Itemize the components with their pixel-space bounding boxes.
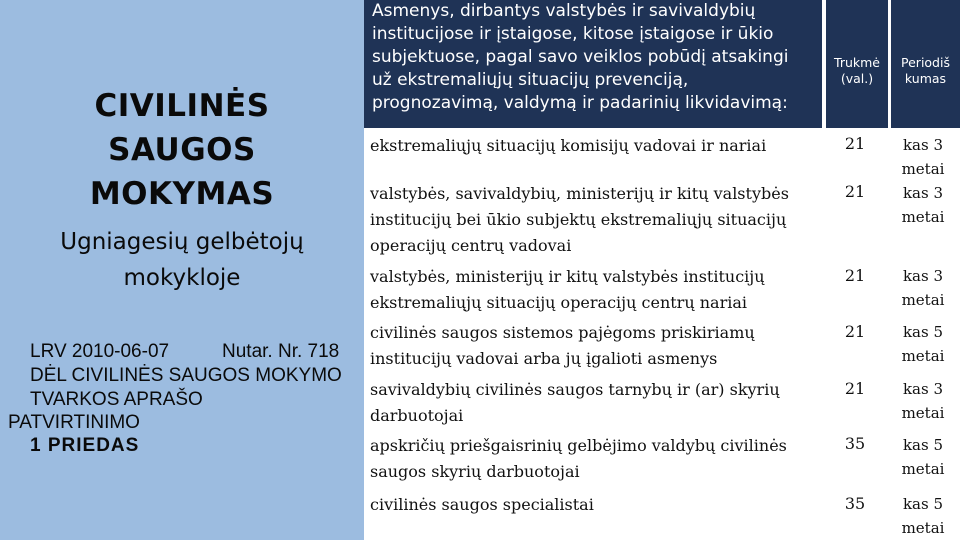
period-line: metai — [901, 291, 945, 309]
header-line: Trukmė — [834, 55, 880, 70]
legal-resolution-number: Nutar. Nr. 718 — [222, 341, 340, 362]
period-line: metai — [901, 460, 945, 478]
subtitle — [0, 224, 364, 296]
period-line: metai — [901, 404, 945, 422]
legal-annex-label: 1 PRIEDAS — [30, 435, 140, 456]
legal-subject-line: PATVIRTINIMO — [8, 412, 140, 433]
table-row-periodicity — [893, 377, 953, 425]
table-header-persons — [364, 0, 822, 128]
header-line: Periodiš — [901, 55, 950, 70]
period-line: metai — [901, 160, 945, 178]
row-line: apskričių priešgaisrinių gelbėjimo valdybų civilinės — [370, 436, 787, 455]
table-header-duration — [826, 0, 888, 128]
table-row-description — [370, 377, 815, 429]
period-line: kas 3 — [902, 267, 944, 285]
header-line: Asmenys, dirbantys valstybės ir savivaldybių — [372, 1, 756, 21]
table-row-periodicity — [893, 264, 953, 312]
row-line: darbuotojai — [370, 406, 464, 425]
table-row-periodicity — [893, 320, 953, 368]
period-line: metai — [901, 519, 945, 537]
subtitle-line: mokykloje — [123, 265, 241, 291]
table-row-description — [370, 264, 815, 316]
legal-subject-line: TVARKOS APRAŠO — [30, 389, 203, 410]
table-row-periodicity — [893, 433, 953, 481]
table-row-periodicity — [893, 181, 953, 229]
row-line: ekstremaliųjų situacijų komisijų vadovai ir nariai — [370, 136, 767, 155]
table-row-periodicity — [893, 492, 953, 540]
table-row-duration: 21 — [844, 182, 866, 201]
row-line: civilinės saugos sistemos pajėgoms priskiriamų — [370, 323, 755, 342]
table-row-description — [370, 181, 815, 259]
period-line: kas 3 — [902, 136, 944, 154]
period-line: metai — [901, 208, 945, 226]
row-line: valstybės, ministerijų ir kitų valstybės institucijų — [370, 267, 765, 286]
header-line: kumas — [904, 71, 947, 86]
period-line: kas 5 — [902, 436, 944, 454]
header-line: už ekstremaliųjų situacijų prevenciją, — [372, 70, 689, 90]
legal-date: LRV 2010-06-07 — [30, 341, 170, 362]
main-title — [0, 84, 364, 216]
table-row-duration: 21 — [844, 322, 866, 341]
table-row-duration: 21 — [844, 134, 866, 153]
header-line: subjektuose, pagal savo veiklos pobūdį atsakingi — [372, 47, 789, 67]
table-header-periodicity — [891, 0, 960, 128]
table-row-description — [370, 433, 815, 485]
main-title-line: MOKYMAS — [89, 176, 275, 212]
period-line: kas 5 — [902, 495, 944, 513]
header-text — [372, 0, 817, 115]
period-line: kas 3 — [902, 380, 944, 398]
row-line: operacijų centrų vadovai — [370, 236, 572, 255]
legal-subject-line: DĖL CIVILINĖS SAUGOS MOKYMO — [30, 365, 342, 386]
row-line: civilinės saugos specialistai — [370, 495, 594, 514]
row-line: saugos skyrių darbuotojai — [370, 462, 580, 481]
table-row-duration: 21 — [844, 266, 866, 285]
row-line: valstybės, savivaldybių, ministerijų ir kitų valstybės — [370, 184, 789, 203]
table-row-duration: 35 — [844, 494, 866, 513]
period-line: kas 5 — [902, 323, 944, 341]
table-row-duration: 35 — [844, 434, 866, 453]
table-row-duration: 21 — [844, 379, 866, 398]
table-row-description — [370, 133, 815, 159]
period-line: kas 3 — [902, 184, 944, 202]
table-row-description — [370, 320, 815, 372]
row-line: institucijų bei ūkio subjektų ekstremaliųjų situacijų — [370, 210, 787, 229]
main-title-line: SAUGOS — [108, 132, 256, 168]
main-title-line: CIVILINĖS — [94, 88, 270, 124]
row-line: institucijų vadovai arba jų įgalioti asmenys — [370, 349, 718, 368]
row-line: savivaldybių civilinės saugos tarnybų ir (ar) skyrių — [370, 380, 780, 399]
table-row-periodicity — [893, 133, 953, 181]
header-line: (val.) — [840, 71, 874, 86]
table-row-description — [370, 492, 815, 518]
header-line: prognozavimą, valdymą ir padarinių likvidavimą: — [372, 93, 788, 113]
period-line: metai — [901, 347, 945, 365]
subtitle-line: Ugniagesių gelbėtojų — [60, 229, 304, 255]
row-line: ekstremaliųjų situacijų operacijų centrų nariai — [370, 293, 747, 312]
header-line: institucijose ir įstaigose, kitose įstaigose ir ūkio — [372, 24, 774, 44]
